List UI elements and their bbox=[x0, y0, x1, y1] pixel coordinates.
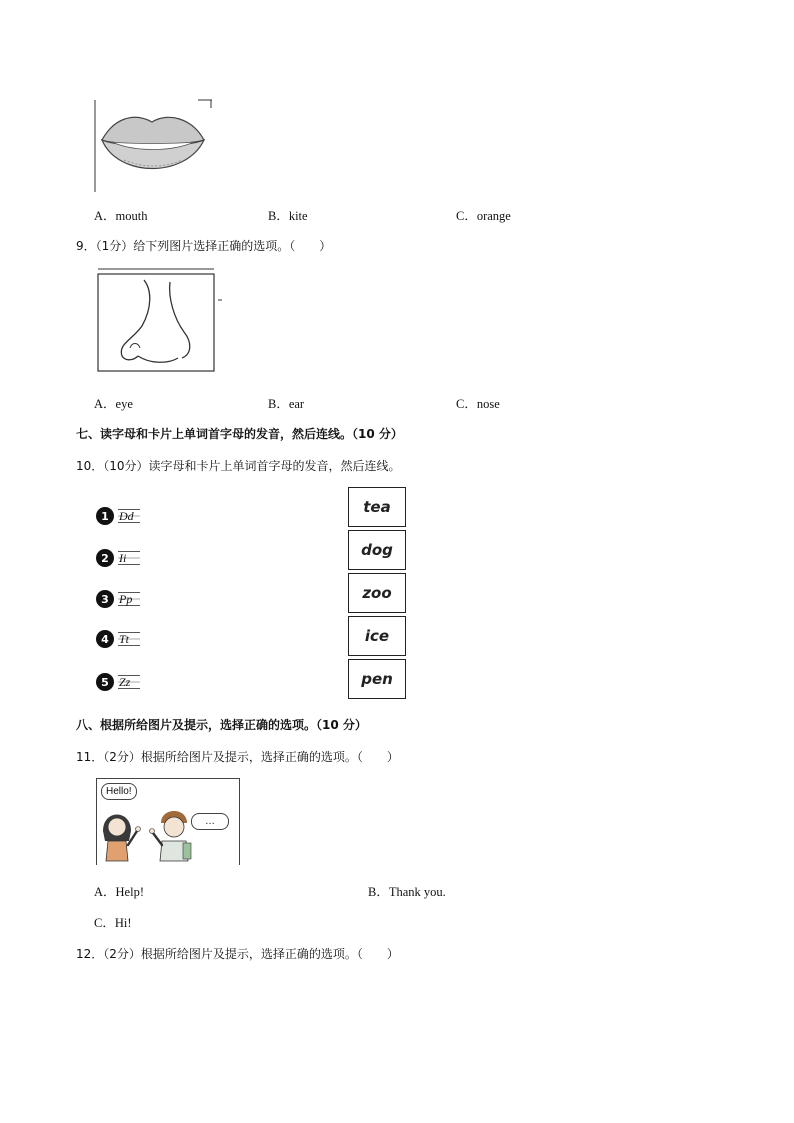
letter-row-5[interactable] bbox=[96, 673, 140, 691]
word-card-ice[interactable]: ice bbox=[348, 616, 406, 656]
section8-heading: 八、根据所给图片及提示，选择正确的选项。（10 分） bbox=[76, 718, 367, 732]
nose-image bbox=[96, 268, 222, 372]
q8-option-c[interactable]: C．orange bbox=[456, 209, 511, 223]
letter-pair: Ii bbox=[118, 551, 140, 565]
children-illustration bbox=[97, 779, 239, 865]
q9-option-b[interactable]: B．ear bbox=[268, 397, 305, 411]
number-badge: 5 bbox=[96, 673, 114, 691]
q11-option-c[interactable]: C．Hi! bbox=[94, 916, 132, 930]
letter-pair: Pp bbox=[118, 592, 140, 606]
q8-option-b[interactable]: B．kite bbox=[268, 209, 308, 223]
speech-bubble-boy: … bbox=[191, 813, 229, 830]
q10-title: 10．（10分）读字母和卡片上单词首字母的发音，然后连线。 bbox=[76, 459, 401, 473]
word-card-tea[interactable]: tea bbox=[348, 487, 406, 527]
nose-picture bbox=[96, 268, 222, 372]
q9-title: 9．（1分）给下列图片选择正确的选项。（ ） bbox=[76, 239, 332, 253]
word-card-pen[interactable]: pen bbox=[348, 659, 406, 699]
letter-pair: Tt bbox=[118, 632, 140, 646]
number-badge: 2 bbox=[96, 549, 114, 567]
letter-pair: Dd bbox=[118, 509, 140, 523]
q12-title: 12．（2分）根据所给图片及提示，选择正确的选项。（ ） bbox=[76, 947, 399, 961]
q11-title: 11．（2分）根据所给图片及提示，选择正确的选项。（ ） bbox=[76, 750, 399, 764]
mouth-picture bbox=[94, 98, 212, 192]
q11-option-a[interactable]: A．Help! bbox=[94, 885, 144, 899]
q11-option-b[interactable]: B．Thank you. bbox=[368, 885, 446, 899]
word-card-dog[interactable]: dog bbox=[348, 530, 406, 570]
letter-row-3[interactable] bbox=[96, 590, 140, 608]
q8-option-a[interactable]: A．mouth bbox=[94, 209, 148, 223]
q9-option-a[interactable]: A．eye bbox=[94, 397, 133, 411]
letter-row-2[interactable] bbox=[96, 549, 140, 567]
letter-row-1[interactable] bbox=[96, 507, 140, 525]
greeting-image bbox=[96, 778, 240, 865]
letter-row-4[interactable] bbox=[96, 630, 140, 648]
lips-image bbox=[94, 98, 212, 192]
number-badge: 3 bbox=[96, 590, 114, 608]
word-card-zoo[interactable]: zoo bbox=[348, 573, 406, 613]
number-badge: 1 bbox=[96, 507, 114, 525]
speech-bubble-girl: Hello! bbox=[101, 783, 137, 800]
letter-pair: Zz bbox=[118, 675, 140, 689]
number-badge: 4 bbox=[96, 630, 114, 648]
section7-heading: 七、读字母和卡片上单词首字母的发音，然后连线。（10 分） bbox=[76, 427, 403, 441]
q9-option-c[interactable]: C．nose bbox=[456, 397, 500, 411]
